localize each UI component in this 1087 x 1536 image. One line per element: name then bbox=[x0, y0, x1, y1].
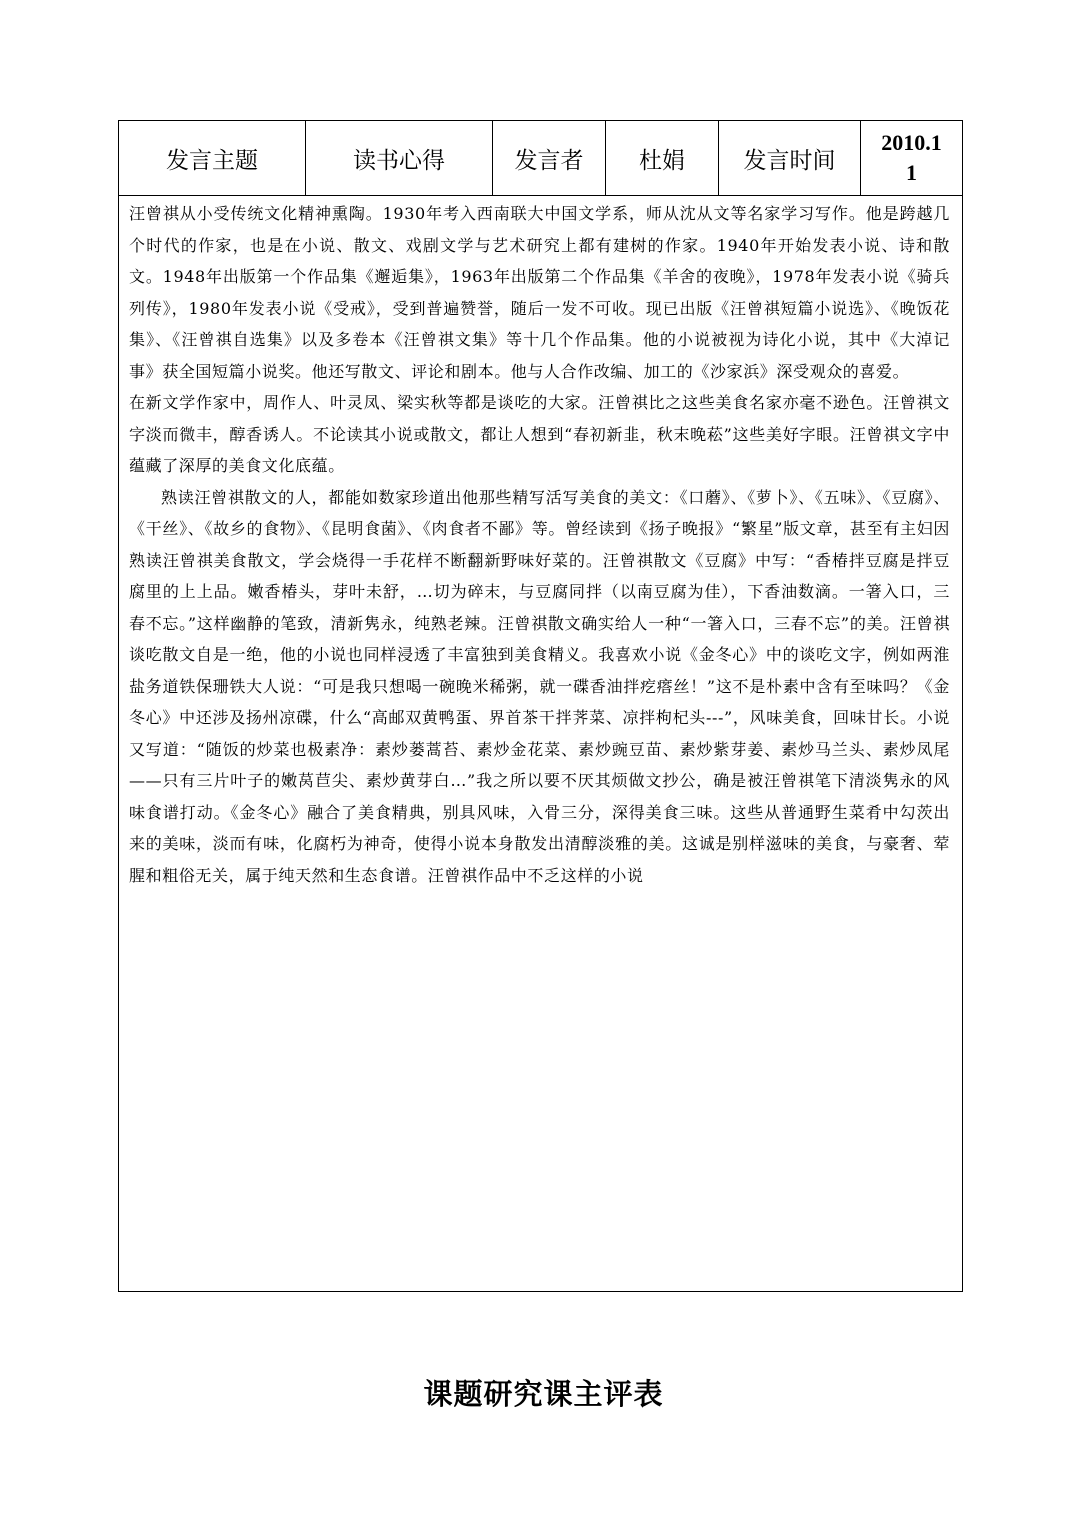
content-paragraph-3: 熟读汪曾祺散文的人，都能如数家珍道出他那些精写活写美食的美文：《口蘑》、《萝卜》、《五味》、《豆腐》、《干丝》、《故乡的食物》、《昆明食菌》、《肉食者不鄙》等。曾经读到《扬子晚报》“繁星”版文章，甚至有主妇因熟读汪曾祺美食散文，学会烧得一手花样不断翻新野味好菜的。汪曾祺散文《豆腐》中写：“香椿拌豆腐是拌豆腐里的上上品。嫩香椿头，芽叶未舒，…切为碎末，与豆腐同拌（以南豆腐为佳），下香油数滴。一箸入口，三春不忘。”这样幽静的笔致，清新隽永，纯熟老辣。汪曾祺散文确实给人一种“一箸入口，三春不忘”的美。汪曾祺谈吃散文自是一绝，他的小说也同样浸透了丰富独到美食精义。我喜欢小说《金冬心》中的谈吃文字，例如两淮盐务道铁保珊铁大人说：“可是我只想喝一碗晚米稀粥，就一碟香油拌疙瘩丝！”这不是朴素中含有至味吗？《金冬心》中还涉及扬州凉碟，什么“高邮双黄鸭蛋、界首茶干拌荠菜、凉拌枸杞头---”，风味美食，回味甘长。小说又写道：“随饭的炒菜也极素净：素炒蒌蒿苔、素炒金花菜、素炒豌豆苗、素炒紫芽姜、素炒马兰头、素炒凤尾——只有三片叶子的嫩莴苣尖、素炒黄芽白…”我之所以要不厌其烦做文抄公，确是被汪曾祺笔下清淡隽永的风味食谱打动。《金冬心》融合了美食精典，别具风味，入骨三分，深得美食三味。这些从普通野生菜肴中勾茨出来的美味，淡而有味，化腐朽为神奇，使得小说本身散发出清醇淡雅的美。这诚是别样滋味的美食，与豪奢、荤腥和粗俗无关，属于纯天然和生态食谱。汪曾祺作品中不乏这样的小说 bbox=[129, 487, 950, 885]
speaker-value: 杜娟 bbox=[606, 121, 719, 196]
table-content-row bbox=[119, 196, 963, 1292]
speaker-label: 发言者 bbox=[493, 121, 606, 196]
topic-value: 读书心得 bbox=[306, 121, 493, 196]
time-value-line2: 1 bbox=[906, 160, 917, 185]
speech-record-table bbox=[118, 120, 963, 1292]
content-cell bbox=[119, 196, 963, 1292]
content-paragraph-2: 在新文学作家中，周作人、叶灵凤、梁实秋等都是谈吃的大家。汪曾祺比之这些美食名家亦毫不逊色。汪曾祺文字淡而微丰，醇香诱人。不论读其小说或散文，都让人想到“春初新韭，秋末晚菘”这些美好字眼。汪曾祺文字中蕴藏了深厚的美食文化底蕴。 bbox=[129, 393, 950, 475]
section-title: 课题研究课主评表 bbox=[423, 1377, 664, 1411]
speech-content bbox=[119, 196, 962, 891]
topic-label: 发言主题 bbox=[119, 121, 306, 196]
time-value bbox=[861, 121, 963, 196]
time-label: 发言时间 bbox=[719, 121, 861, 196]
time-value-line1: 2010.1 bbox=[881, 130, 942, 155]
content-paragraph-1: 汪曾祺从小受传统文化精神熏陶。1930年考入西南联大中国文学系，师从沈从文等名家学习写作。他是跨越几个时代的作家，也是在小说、散文、戏剧文学与艺术研究上都有建树的作家。1940年开始发表小说、诗和散文。1948年出版第一个作品集《邂逅集》，1963年出版第二个作品集《羊舍的夜晚》，1978年发表小说《骑兵列传》，1980年发表小说《受戒》，受到普遍赞誉，随后一发不可收。现已出版《汪曾祺短篇小说选》、《晚饭花集》、《汪曾祺自选集》以及多卷本《汪曾祺文集》等十几个作品集。他的小说被视为诗化小说，其中《大淖记事》获全国短篇小说奖。他还写散文、评论和剧本。他与人合作改编、加工的《沙家浜》深受观众的喜爱。 bbox=[129, 204, 950, 381]
table-header-row bbox=[119, 121, 963, 196]
